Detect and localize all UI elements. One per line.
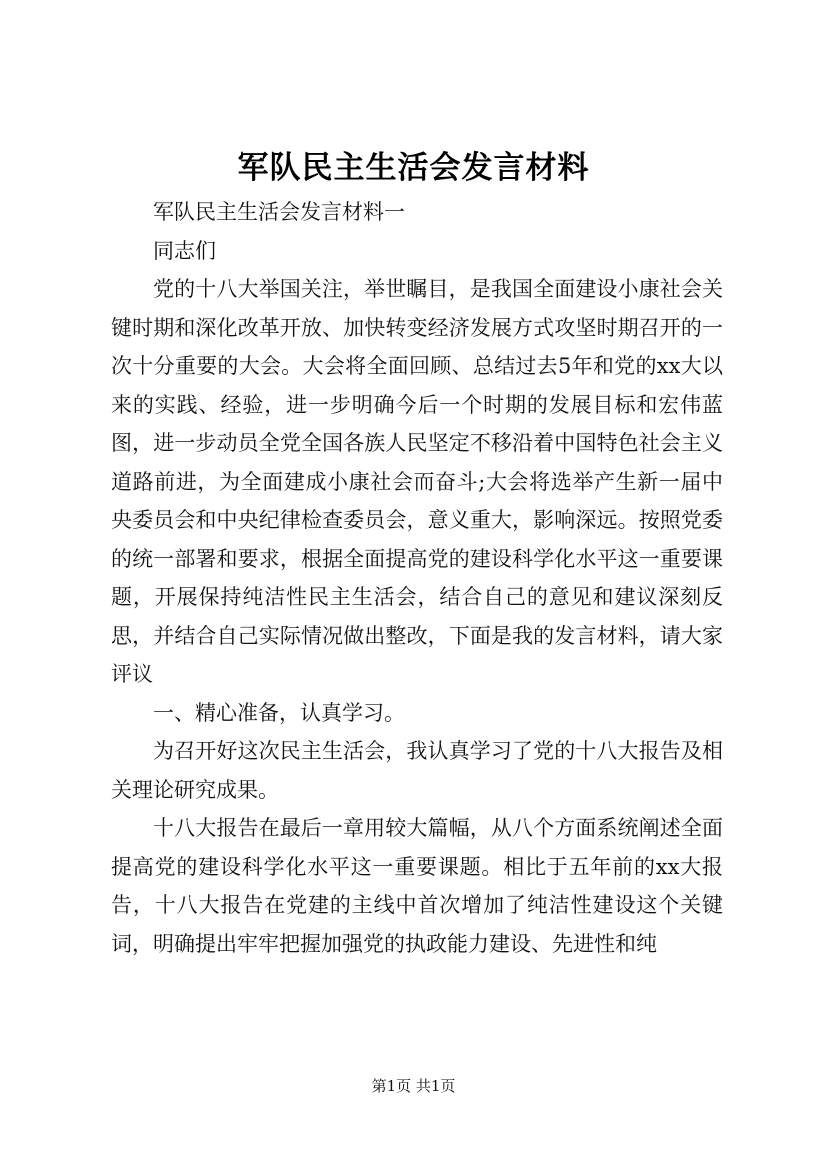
document-body <box>111 193 723 963</box>
paragraph-subtitle: 军队民主生活会发言材料一 <box>153 200 405 224</box>
paragraph-study: 为召开好这次民主生活会，我认真学习了党的十八大报告及相关理论研究成果。 <box>111 739 723 802</box>
document-title: 军队民主生活会发言材料 <box>237 150 590 186</box>
paragraph-intro: 党的十八大举国关注，举世瞩目，是我国全面建设小康社会关键时期和深化改革开放、加快转变经济发展方式攻坚时期召开的一次十分重要的大会。大会将全面回顾、总结过去5年和党的xx大以来的实践、经验，进一步明确今后一个时期的发展目标和宏伟蓝图，进一步动员全党全国各族人民坚定不移沿着中国特色社会主义道路前进，为全面建成小康社会而奋斗;大会将选举产生新一届中央委员会和中央纪律检查委员会，意义重大，影响深远。按照党委的统一部署和要求，根据全面提高党的建设科学化水平这一重要课题，开展保持纯洁性民主生活会，结合自己的意见和建议深刻反思，并结合自己实际情况做出整改，下面是我的发言材料，请大家评议 <box>111 277 723 686</box>
paragraph-report: 十八大报告在最后一章用较大篇幅，从八个方面系统阐述全面提高党的建设科学化水平这一重要课题。相比于五年前的xx大报告，十八大报告在党建的主线中首次增加了纯洁性建设这个关键词，明确提出牢牢把握加强党的执政能力建设、先进性和纯 <box>111 816 723 956</box>
paragraph-salutation: 同志们 <box>153 238 216 263</box>
page-number-footer: 第1页 共1页 <box>371 1077 456 1095</box>
paragraph-section-heading: 一、精心准备，认真学习。 <box>153 700 405 725</box>
